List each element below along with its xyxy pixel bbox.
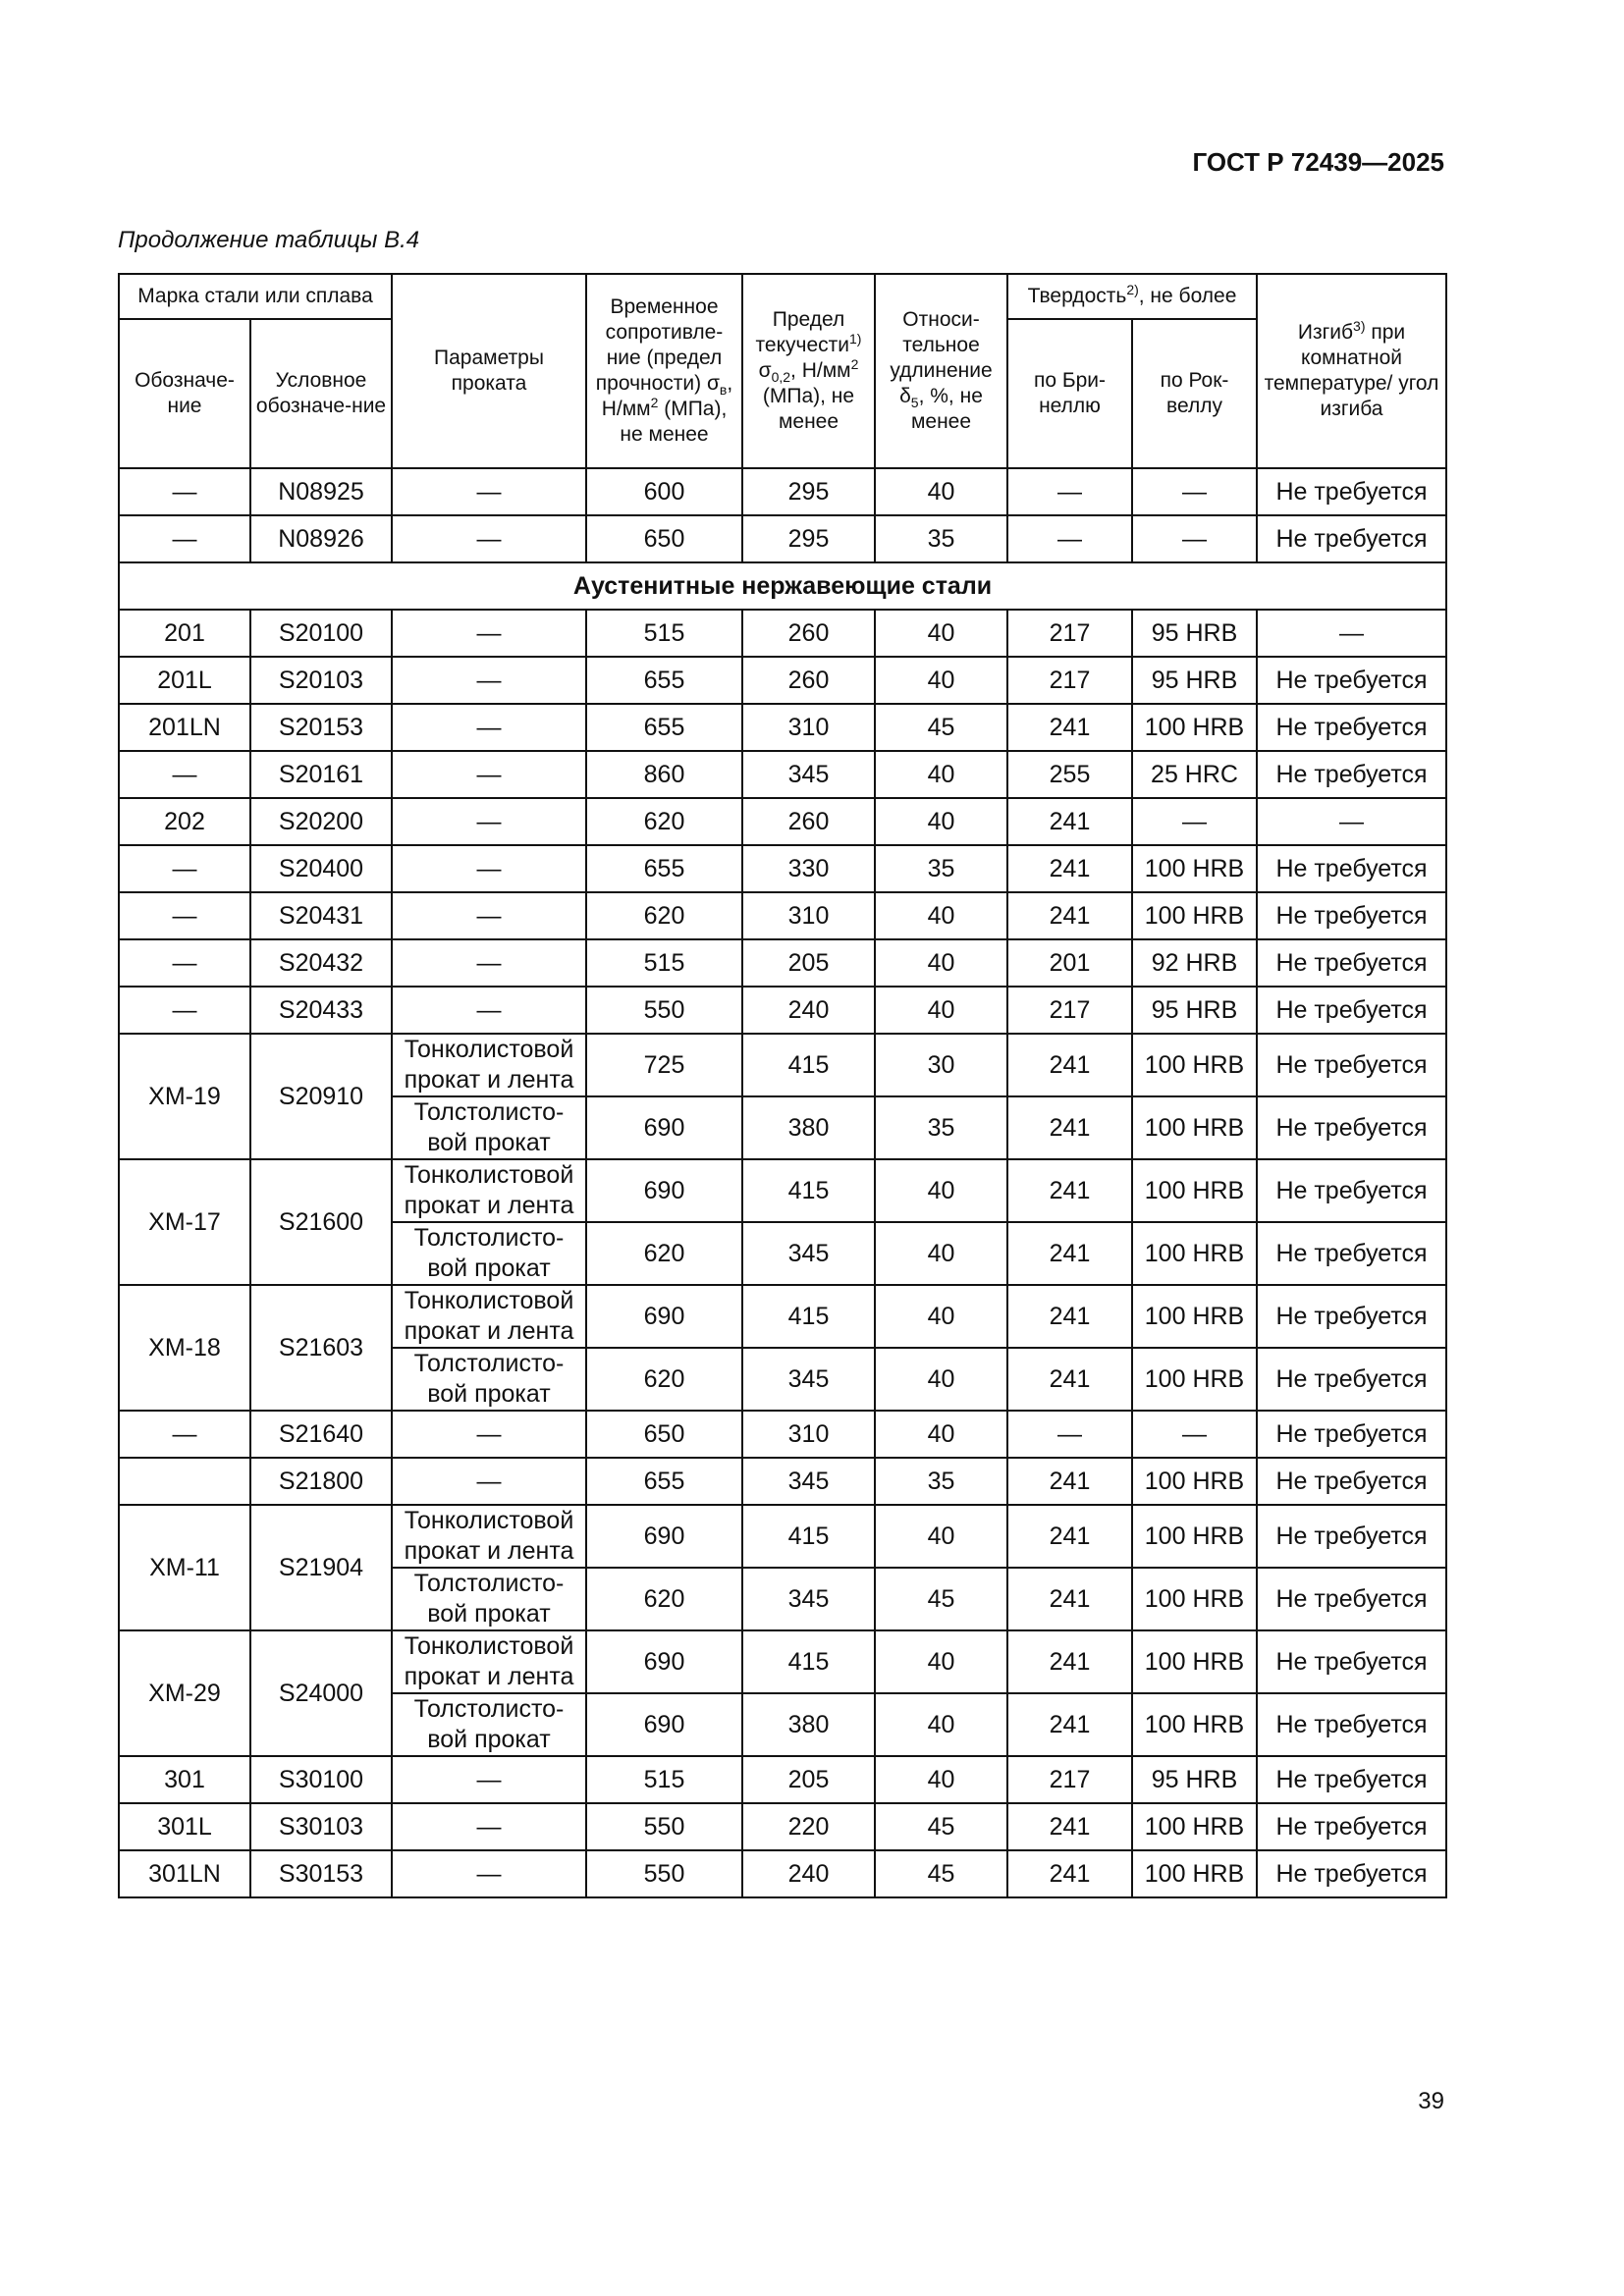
- table-cell: 201L: [119, 657, 250, 704]
- table-cell: 205: [742, 1756, 875, 1803]
- table-cell: 40: [875, 1630, 1007, 1693]
- table-cell: 380: [742, 1693, 875, 1756]
- table-cell: XM-19: [119, 1034, 250, 1159]
- table-cell: 550: [586, 987, 742, 1034]
- table-cell: 45: [875, 704, 1007, 751]
- table-cell: S20433: [250, 987, 392, 1034]
- table-row: [119, 468, 1446, 515]
- table-cell: 217: [1007, 987, 1132, 1034]
- table-cell: 310: [742, 704, 875, 751]
- table-cell: —: [1257, 798, 1446, 845]
- table-cell: 620: [586, 798, 742, 845]
- table-cell: 415: [742, 1630, 875, 1693]
- table-cell: —: [392, 892, 586, 939]
- header-unified: Условное обозначе-ние: [250, 319, 392, 468]
- table-cell: 40: [875, 610, 1007, 657]
- table-cell: 620: [586, 1222, 742, 1285]
- table-cell: —: [392, 845, 586, 892]
- section-row: [119, 562, 1446, 610]
- table-cell: 35: [875, 1096, 1007, 1159]
- table-cell: 655: [586, 845, 742, 892]
- table-cell: 241: [1007, 798, 1132, 845]
- table-cell: 100 HRB: [1132, 845, 1257, 892]
- table-cell: Не требуется: [1257, 1458, 1446, 1505]
- table-row: [119, 1159, 1446, 1222]
- table-row: [119, 1850, 1446, 1897]
- table-cell: 725: [586, 1034, 742, 1096]
- table-cell: —: [392, 657, 586, 704]
- table-cell: 100 HRB: [1132, 1222, 1257, 1285]
- table-cell: 100 HRB: [1132, 1693, 1257, 1756]
- table-body: [119, 468, 1446, 1897]
- table-cell: S21600: [250, 1159, 392, 1285]
- table-cell: N08926: [250, 515, 392, 562]
- table-cell: 295: [742, 515, 875, 562]
- table-cell: 415: [742, 1159, 875, 1222]
- table-cell: Не требуется: [1257, 1756, 1446, 1803]
- table-cell: 40: [875, 892, 1007, 939]
- table-cell: —: [119, 751, 250, 798]
- table-cell: —: [392, 1411, 586, 1458]
- table-cell: —: [1132, 515, 1257, 562]
- table-cell: 240: [742, 1850, 875, 1897]
- table-cell: S21603: [250, 1285, 392, 1411]
- table-cell: 241: [1007, 1285, 1132, 1348]
- header-params: Параметры проката: [392, 274, 586, 468]
- table-cell: 40: [875, 751, 1007, 798]
- table-cell: S20400: [250, 845, 392, 892]
- header-hardness: Твердость$^{2)}$, не более: [1007, 274, 1257, 319]
- table-cell: Тонколистовой прокат и лента: [392, 1505, 586, 1568]
- table-cell: 95 HRB: [1132, 610, 1257, 657]
- table-cell: —: [392, 939, 586, 987]
- table-cell: —: [119, 515, 250, 562]
- table-row: [119, 704, 1446, 751]
- table-cell: 220: [742, 1803, 875, 1850]
- table-cell: —: [1132, 468, 1257, 515]
- table-cell: Толстолисто-вой прокат: [392, 1096, 586, 1159]
- table-row: [119, 1756, 1446, 1803]
- table-cell: Тонколистовой прокат и лента: [392, 1034, 586, 1096]
- table-cell: 92 HRB: [1132, 939, 1257, 987]
- table-cell: 241: [1007, 1222, 1132, 1285]
- table-cell: 690: [586, 1285, 742, 1348]
- table-cell: 100 HRB: [1132, 892, 1257, 939]
- table-row: [119, 987, 1446, 1034]
- table-cell: 241: [1007, 1034, 1132, 1096]
- table-cell: Не требуется: [1257, 1159, 1446, 1222]
- table-cell: Тонколистовой прокат и лента: [392, 1630, 586, 1693]
- table-row: [119, 1411, 1446, 1458]
- table-cell: 301: [119, 1756, 250, 1803]
- header-designation: Обозначе-ние: [119, 319, 250, 468]
- table-cell: 600: [586, 468, 742, 515]
- table-cell: 295: [742, 468, 875, 515]
- table-caption: Продолжение таблицы В.4: [118, 227, 420, 253]
- table-cell: 201LN: [119, 704, 250, 751]
- table-cell: 241: [1007, 1458, 1132, 1505]
- table-cell: —: [119, 1411, 250, 1458]
- table-cell: 260: [742, 657, 875, 704]
- table-cell: 40: [875, 1411, 1007, 1458]
- table-cell: 100 HRB: [1132, 1285, 1257, 1348]
- header-rockwell: по Рок-веллу: [1132, 319, 1257, 468]
- document-code: ГОСТ Р 72439—2025: [1192, 147, 1444, 177]
- table-cell: Не требуется: [1257, 1850, 1446, 1897]
- table-cell: 241: [1007, 1348, 1132, 1411]
- table-row: [119, 1458, 1446, 1505]
- table-cell: 40: [875, 798, 1007, 845]
- table-cell: 550: [586, 1850, 742, 1897]
- table-cell: —: [1257, 610, 1446, 657]
- table-cell: 345: [742, 1348, 875, 1411]
- table-cell: 255: [1007, 751, 1132, 798]
- table-cell: 241: [1007, 1693, 1132, 1756]
- table-cell: Не требуется: [1257, 892, 1446, 939]
- table-cell: 40: [875, 468, 1007, 515]
- table-cell: 100 HRB: [1132, 1159, 1257, 1222]
- table-cell: 217: [1007, 657, 1132, 704]
- table-cell: 35: [875, 515, 1007, 562]
- table-cell: —: [1007, 1411, 1132, 1458]
- table-cell: XM-29: [119, 1630, 250, 1756]
- table-cell: 301LN: [119, 1850, 250, 1897]
- table-cell: 690: [586, 1096, 742, 1159]
- table-cell: 40: [875, 1159, 1007, 1222]
- table-cell: 690: [586, 1693, 742, 1756]
- table-cell: —: [392, 610, 586, 657]
- table-cell: —: [392, 704, 586, 751]
- table-cell: 515: [586, 1756, 742, 1803]
- table-cell: Не требуется: [1257, 1411, 1446, 1458]
- table-cell: —: [392, 798, 586, 845]
- table-cell: 241: [1007, 845, 1132, 892]
- table-row: [119, 1505, 1446, 1568]
- table-cell: 100 HRB: [1132, 1630, 1257, 1693]
- table-cell: Не требуется: [1257, 987, 1446, 1034]
- table-cell: 415: [742, 1505, 875, 1568]
- table-cell: 40: [875, 657, 1007, 704]
- table-cell: Не требуется: [1257, 751, 1446, 798]
- table-row: [119, 515, 1446, 562]
- table-cell: 40: [875, 1505, 1007, 1568]
- table-cell: Аустенитные нержавеющие стали: [119, 562, 1446, 610]
- table-row: [119, 1285, 1446, 1348]
- table-cell: —: [392, 1458, 586, 1505]
- table-cell: 40: [875, 1285, 1007, 1348]
- table-cell: Не требуется: [1257, 1505, 1446, 1568]
- table-cell: Не требуется: [1257, 704, 1446, 751]
- table-cell: 95 HRB: [1132, 987, 1257, 1034]
- table-cell: Толстолисто-вой прокат: [392, 1568, 586, 1630]
- header-bend: Изгиб$^{3)}$ при комнатной температуре/ угол изгиба: [1257, 274, 1446, 468]
- table-cell: —: [1132, 798, 1257, 845]
- table-cell: 30: [875, 1034, 1007, 1096]
- table-cell: 100 HRB: [1132, 1803, 1257, 1850]
- table-cell: 655: [586, 704, 742, 751]
- table-cell: Не требуется: [1257, 1348, 1446, 1411]
- table-cell: S20161: [250, 751, 392, 798]
- properties-table: [118, 273, 1447, 1898]
- table-cell: —: [392, 987, 586, 1034]
- table-cell: Не требуется: [1257, 939, 1446, 987]
- table-cell: 201: [119, 610, 250, 657]
- table-cell: S20100: [250, 610, 392, 657]
- table-cell: Не требуется: [1257, 1034, 1446, 1096]
- table-cell: S30100: [250, 1756, 392, 1803]
- table-row: [119, 1803, 1446, 1850]
- table-cell: 241: [1007, 1803, 1132, 1850]
- table-cell: 217: [1007, 1756, 1132, 1803]
- table-cell: Толстолисто-вой прокат: [392, 1693, 586, 1756]
- table-cell: 100 HRB: [1132, 1505, 1257, 1568]
- table-cell: 260: [742, 610, 875, 657]
- table-cell: 415: [742, 1034, 875, 1096]
- table-cell: 620: [586, 1568, 742, 1630]
- table-cell: —: [1007, 468, 1132, 515]
- table-cell: S21800: [250, 1458, 392, 1505]
- table-cell: 40: [875, 1693, 1007, 1756]
- table-cell: 550: [586, 1803, 742, 1850]
- table-row: [119, 939, 1446, 987]
- table-cell: 35: [875, 1458, 1007, 1505]
- table-cell: Тонколистовой прокат и лента: [392, 1159, 586, 1222]
- table-cell: Не требуется: [1257, 515, 1446, 562]
- table-cell: 690: [586, 1630, 742, 1693]
- table-cell: 515: [586, 610, 742, 657]
- header-elongation: Относи-тельное удлинение $\delta_5$, %, не менее: [875, 274, 1007, 468]
- table-cell: Не требуется: [1257, 1285, 1446, 1348]
- table-cell: XM-18: [119, 1285, 250, 1411]
- table-cell: 380: [742, 1096, 875, 1159]
- table-cell: Не требуется: [1257, 1803, 1446, 1850]
- table-cell: 40: [875, 1348, 1007, 1411]
- table-cell: —: [392, 751, 586, 798]
- table-cell: 345: [742, 1568, 875, 1630]
- table-cell: 40: [875, 1756, 1007, 1803]
- table-cell: 241: [1007, 1850, 1132, 1897]
- table-cell: 35: [875, 845, 1007, 892]
- table-cell: 241: [1007, 1505, 1132, 1568]
- table-cell: 415: [742, 1285, 875, 1348]
- table-cell: 240: [742, 987, 875, 1034]
- table-cell: 260: [742, 798, 875, 845]
- table-cell: 241: [1007, 1630, 1132, 1693]
- table-cell: —: [119, 845, 250, 892]
- table-cell: Толстолисто-вой прокат: [392, 1348, 586, 1411]
- table-cell: 301L: [119, 1803, 250, 1850]
- table-cell: 310: [742, 892, 875, 939]
- table-row: [119, 892, 1446, 939]
- table-row: [119, 845, 1446, 892]
- table-cell: 860: [586, 751, 742, 798]
- table-cell: S20103: [250, 657, 392, 704]
- header-yield: Предел текучести$^{1)}$ $\sigma_{0,2}$, $Н/мм^2$ (МПа), не менее: [742, 274, 875, 468]
- table-row: [119, 751, 1446, 798]
- table-cell: Тонколистовой прокат и лента: [392, 1285, 586, 1348]
- table-row: [119, 798, 1446, 845]
- table-cell: Не требуется: [1257, 1222, 1446, 1285]
- table-cell: 205: [742, 939, 875, 987]
- table-cell: 515: [586, 939, 742, 987]
- table-cell: 217: [1007, 610, 1132, 657]
- header-tensile: Временное сопротивле-ние (предел прочности) $\sigma_в$, $Н/мм^2$ (МПа), не менее: [586, 274, 742, 468]
- table-cell: N08925: [250, 468, 392, 515]
- table-cell: XM-17: [119, 1159, 250, 1285]
- table-cell: 100 HRB: [1132, 1096, 1257, 1159]
- table-cell: S30153: [250, 1850, 392, 1897]
- table-cell: 620: [586, 1348, 742, 1411]
- table-cell: 655: [586, 657, 742, 704]
- table-cell: —: [119, 892, 250, 939]
- table-cell: —: [392, 468, 586, 515]
- table-cell: S20910: [250, 1034, 392, 1159]
- table-cell: S21640: [250, 1411, 392, 1458]
- table-cell: —: [392, 515, 586, 562]
- table-cell: 241: [1007, 1159, 1132, 1222]
- table-cell: 650: [586, 1411, 742, 1458]
- table-cell: 100 HRB: [1132, 1458, 1257, 1505]
- table-cell: —: [392, 1756, 586, 1803]
- page-number: 39: [1418, 2088, 1444, 2114]
- table-cell: S20153: [250, 704, 392, 751]
- table-cell: Не требуется: [1257, 1630, 1446, 1693]
- table-cell: 45: [875, 1568, 1007, 1630]
- table-cell: 100 HRB: [1132, 1348, 1257, 1411]
- table-cell: 40: [875, 1222, 1007, 1285]
- table-cell: —: [119, 939, 250, 987]
- table-cell: 45: [875, 1850, 1007, 1897]
- table-cell: 241: [1007, 1096, 1132, 1159]
- table-cell: 310: [742, 1411, 875, 1458]
- table-cell: Не требуется: [1257, 845, 1446, 892]
- table-cell: —: [392, 1850, 586, 1897]
- table-cell: 45: [875, 1803, 1007, 1850]
- header-grade: Марка стали или сплава: [119, 274, 392, 319]
- table-cell: —: [1007, 515, 1132, 562]
- table-cell: —: [1132, 1411, 1257, 1458]
- table-cell: 40: [875, 939, 1007, 987]
- table-cell: S21904: [250, 1505, 392, 1630]
- table-cell: 202: [119, 798, 250, 845]
- table-cell: 201: [1007, 939, 1132, 987]
- table-row: [119, 1630, 1446, 1693]
- table-cell: 690: [586, 1505, 742, 1568]
- table-cell: [119, 1458, 250, 1505]
- table-cell: 100 HRB: [1132, 1034, 1257, 1096]
- table-cell: Не требуется: [1257, 657, 1446, 704]
- table-cell: S20432: [250, 939, 392, 987]
- table-cell: 40: [875, 987, 1007, 1034]
- table-cell: 655: [586, 1458, 742, 1505]
- table-cell: Не требуется: [1257, 1568, 1446, 1630]
- table-cell: 650: [586, 515, 742, 562]
- table-cell: S20200: [250, 798, 392, 845]
- table-cell: 690: [586, 1159, 742, 1222]
- table-cell: 100 HRB: [1132, 1850, 1257, 1897]
- table-cell: 95 HRB: [1132, 1756, 1257, 1803]
- table-cell: 95 HRB: [1132, 657, 1257, 704]
- table-cell: S30103: [250, 1803, 392, 1850]
- table-cell: 241: [1007, 892, 1132, 939]
- table-cell: 345: [742, 751, 875, 798]
- table-cell: 25 HRC: [1132, 751, 1257, 798]
- table-cell: —: [119, 987, 250, 1034]
- table-row: [119, 610, 1446, 657]
- table-cell: 100 HRB: [1132, 1568, 1257, 1630]
- header-brinell: по Бри-неллю: [1007, 319, 1132, 468]
- table-cell: 345: [742, 1458, 875, 1505]
- table-cell: S24000: [250, 1630, 392, 1756]
- table-cell: —: [119, 468, 250, 515]
- table-cell: Не требуется: [1257, 468, 1446, 515]
- table-cell: 330: [742, 845, 875, 892]
- table-cell: Толстолисто-вой прокат: [392, 1222, 586, 1285]
- table-row: [119, 1034, 1446, 1096]
- table-cell: 241: [1007, 704, 1132, 751]
- table-cell: —: [392, 1803, 586, 1850]
- table-cell: 100 HRB: [1132, 704, 1257, 751]
- table-cell: 620: [586, 892, 742, 939]
- table-cell: 241: [1007, 1568, 1132, 1630]
- table-row: [119, 657, 1446, 704]
- table-cell: Не требуется: [1257, 1096, 1446, 1159]
- table-cell: 345: [742, 1222, 875, 1285]
- table-cell: Не требуется: [1257, 1693, 1446, 1756]
- table-cell: XM-11: [119, 1505, 250, 1630]
- table-cell: S20431: [250, 892, 392, 939]
